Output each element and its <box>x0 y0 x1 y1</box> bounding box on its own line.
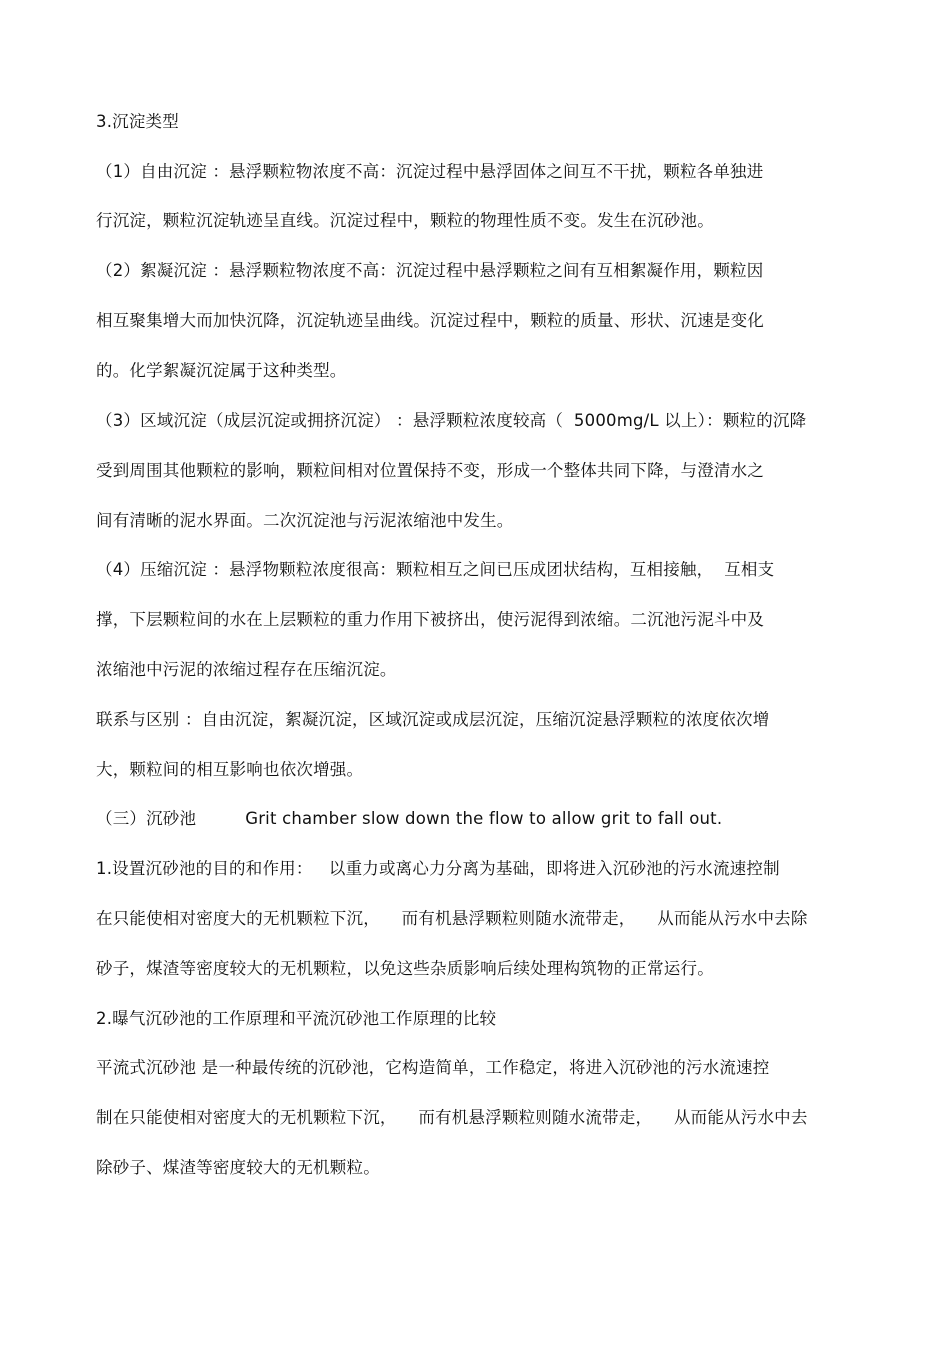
paragraph-line: （1）自由沉淀 ：悬浮颗粒物浓度不高：沉淀过程中悬浮固体之间互不干扰，颗粒各单独进 <box>96 162 764 181</box>
paragraph-line: 撑，下层颗粒间的水在上层颗粒的重力作用下被挤出，使污泥得到浓缩。二沉池污泥斗中及 <box>96 610 764 629</box>
section-heading-sedimentation-types: 3.沉淀类型 <box>96 112 179 131</box>
paragraph-line: 浓缩池中污泥的浓缩过程存在压缩沉淀。 <box>96 660 397 679</box>
paragraph-line: （4）压缩沉淀 ：悬浮物颗粒浓度很高：颗粒相互之间已压成团状结构，互相接触， 互相支 <box>96 560 775 579</box>
paragraph-line: （3）区域沉淀（成层沉淀或拥挤沉淀） ：悬浮颗粒浓度较高（ 5000mg/L 以上）：颗粒的沉降 <box>96 411 807 430</box>
paragraph-line: 制在只能使相对密度大的无机颗粒下沉， 而有机悬浮颗粒则随水流带走， 从而能从污水中去 <box>96 1108 808 1127</box>
paragraph-line: 平流式沉砂池 是一种最传统的沉砂池，它构造简单，工作稳定，将进入沉砂池的污水流速控 <box>96 1058 770 1077</box>
paragraph-line: 的。化学絮凝沉淀属于这种类型。 <box>96 361 347 380</box>
paragraph-line: 联系与区别 ：自由沉淀，絮凝沉淀，区域沉淀或成层沉淀，压缩沉淀悬浮颗粒的浓度依次增 <box>96 710 770 729</box>
paragraph-line: 行沉淀，颗粒沉淀轨迹呈直线。沉淀过程中，颗粒的物理性质不变。发生在沉砂池。 <box>96 211 714 230</box>
paragraph-line: 1.设置沉砂池的目的和作用： 以重力或离心力分离为基础，即将进入沉砂池的污水流速控制 <box>96 859 780 878</box>
section-heading-grit-chamber: （三）沉砂池 Grit chamber slow down the flow to allow grit to fall out. <box>96 809 723 828</box>
paragraph-line: 间有清晰的泥水界面。二次沉淀池与污泥浓缩池中发生。 <box>96 511 514 530</box>
paragraph-line: 相互聚集增大而加快沉降，沉淀轨迹呈曲线。沉淀过程中，颗粒的质量、形状、沉速是变化 <box>96 311 764 330</box>
paragraph-line: （2）絮凝沉淀 ：悬浮颗粒物浓度不高：沉淀过程中悬浮颗粒之间有互相絮凝作用，颗粒因 <box>96 261 764 280</box>
section-heading-comparison: 2.曝气沉砂池的工作原理和平流沉砂池工作原理的比较 <box>96 1009 497 1028</box>
paragraph-line: 大，颗粒间的相互影响也依次增强。 <box>96 760 364 779</box>
paragraph-line: 在只能使相对密度大的无机颗粒下沉， 而有机悬浮颗粒则随水流带走， 从而能从污水中去除 <box>96 909 808 928</box>
paragraph-line: 受到周围其他颗粒的影响，颗粒间相对位置保持不变，形成一个整体共同下降，与澄清水之 <box>96 461 764 480</box>
paragraph-line: 除砂子、煤渣等密度较大的无机颗粒。 <box>96 1158 380 1177</box>
paragraph-line: 砂子，煤渣等密度较大的无机颗粒，以免这些杂质影响后续处理构筑物的正常运行。 <box>96 959 714 978</box>
